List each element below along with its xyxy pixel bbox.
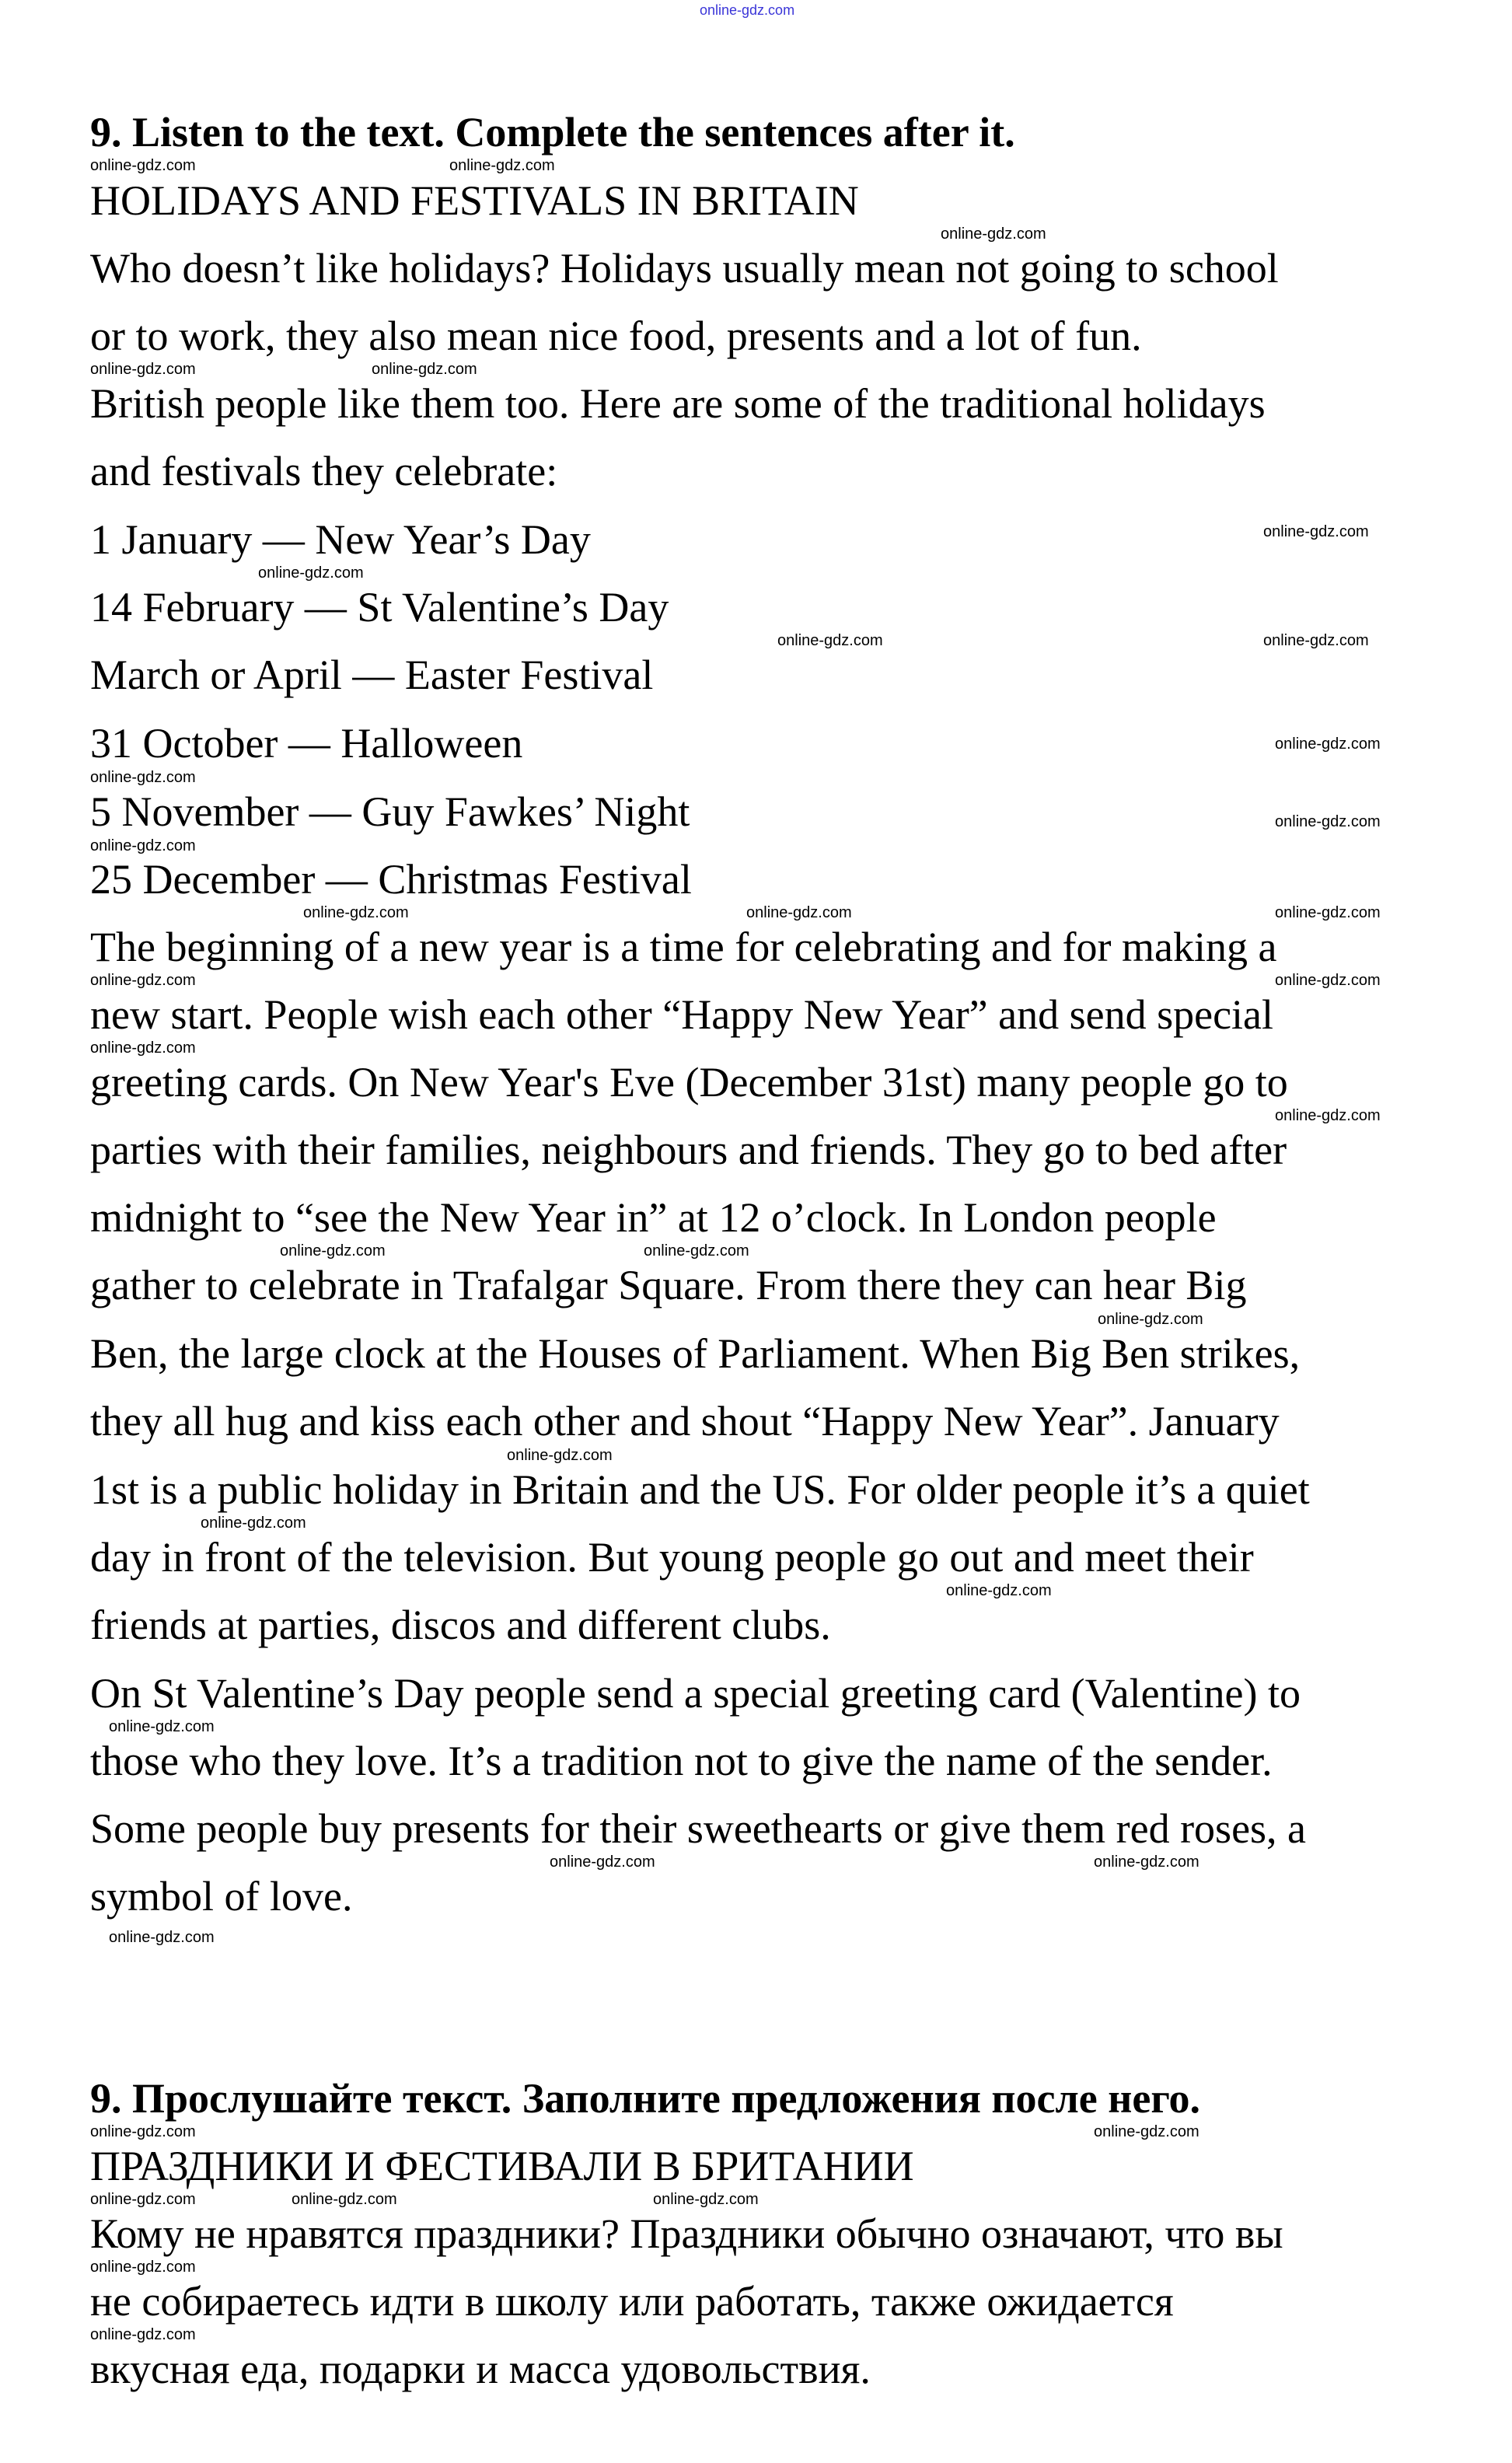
holiday-item: 14 February — St Valentine’s Day (90, 584, 669, 631)
valentine-line: symbol of love. (90, 1873, 353, 1920)
new-year-line: they all hug and kiss each other and shout “Happy New Year”. January (90, 1398, 1280, 1445)
new-year-line: The beginning of a new year is a time for celebrating and for making a (90, 924, 1277, 970)
task-heading-ru: 9. Прослушайте текст. Заполните предложения после него. (90, 2075, 1201, 2122)
watermark: online-gdz.com (90, 2123, 196, 2140)
watermark: online-gdz.com (90, 837, 196, 854)
new-year-line: Ben, the large clock at the Houses of Parliament. When Big Ben strikes, (90, 1330, 1301, 1377)
watermark: online-gdz.com (1094, 1853, 1199, 1871)
watermark: online-gdz.com (201, 1514, 306, 1532)
section-title-en: HOLIDAYS AND FESTIVALS IN BRITAIN (90, 177, 859, 224)
watermark: online-gdz.com (258, 564, 364, 582)
watermark: online-gdz.com (1098, 1311, 1203, 1328)
holiday-item: 25 December — Christmas Festival (90, 856, 692, 903)
watermark: online-gdz.com (1275, 904, 1381, 921)
ru-line: не собираетесь идти в школу или работать, также ожидается (90, 2278, 1174, 2325)
watermark: online-gdz.com (1275, 972, 1381, 989)
watermark: online-gdz.com (90, 157, 196, 174)
ru-line: вкусная еда, подарки и масса удовольствия. (90, 2346, 871, 2392)
watermark: online-gdz.com (1263, 523, 1369, 540)
section-title-ru: ПРАЗДНИКИ И ФЕСТИВАЛИ В БРИТАНИИ (90, 2143, 914, 2189)
watermark: online-gdz.com (777, 632, 883, 649)
intro-line: or to work, they also mean nice food, presents and a lot of fun. (90, 313, 1142, 359)
valentine-line: Some people buy presents for their sweethearts or give them red roses, a (90, 1805, 1307, 1852)
watermark: online-gdz.com (90, 361, 196, 378)
new-year-line: parties with their families, neighbours and friends. They go to bed after (90, 1127, 1287, 1173)
watermark: online-gdz.com (941, 225, 1046, 243)
new-year-line: friends at parties, discos and different clubs. (90, 1602, 831, 1648)
watermark: online-gdz.com (372, 361, 477, 378)
watermark: online-gdz.com (746, 904, 852, 921)
watermark: online-gdz.com (1275, 813, 1381, 830)
watermark: online-gdz.com (449, 157, 555, 174)
watermark: online-gdz.com (90, 972, 196, 989)
intro-line: British people like them too. Here are some of the traditional holidays (90, 380, 1266, 427)
task-heading-en: 9. Listen to the text. Complete the sentences after it. (90, 109, 1015, 155)
watermark: online-gdz.com (90, 769, 196, 786)
watermark: online-gdz.com (90, 2326, 196, 2343)
watermark: online-gdz.com (550, 1853, 655, 1871)
header-watermark: online-gdz.com (700, 2, 795, 18)
watermark: online-gdz.com (90, 2191, 196, 2208)
new-year-line: 1st is a public holiday in Britain and the US. For older people it’s a quiet (90, 1466, 1310, 1513)
ru-line: Кому не нравятся праздники? Праздники обычно означают, что вы (90, 2210, 1283, 2257)
intro-line: and festivals they celebrate: (90, 448, 558, 494)
new-year-line: gather to celebrate in Trafalgar Square. From there they can hear Big (90, 1262, 1247, 1308)
watermark: online-gdz.com (292, 2191, 397, 2208)
valentine-line: those who they love. It’s a tradition not to give the name of the sender. (90, 1738, 1273, 1784)
watermark: online-gdz.com (109, 1929, 215, 1946)
watermark: online-gdz.com (1275, 1107, 1381, 1124)
holiday-item: 31 October — Halloween (90, 720, 523, 767)
watermark: online-gdz.com (90, 1039, 196, 1057)
watermark: online-gdz.com (653, 2191, 759, 2208)
watermark: online-gdz.com (90, 2259, 196, 2276)
holiday-item: 1 January — New Year’s Day (90, 516, 591, 563)
valentine-line: On St Valentine’s Day people send a special greeting card (Valentine) to (90, 1670, 1301, 1717)
watermark: online-gdz.com (303, 904, 409, 921)
watermark: online-gdz.com (946, 1582, 1052, 1599)
new-year-line: day in front of the television. But young people go out and meet their (90, 1534, 1254, 1581)
watermark: online-gdz.com (644, 1242, 749, 1259)
new-year-line: midnight to “see the New Year in” at 12 o’clock. In London people (90, 1194, 1217, 1241)
new-year-line: new start. People wish each other “Happy New Year” and send special (90, 991, 1274, 1038)
intro-line: Who doesn’t like holidays? Holidays usually mean not going to school (90, 245, 1279, 292)
watermark: online-gdz.com (280, 1242, 386, 1259)
holiday-item: March or April — Easter Festival (90, 652, 654, 698)
watermark: online-gdz.com (109, 1718, 215, 1735)
new-year-line: greeting cards. On New Year's Eve (December 31st) many people go to (90, 1059, 1288, 1106)
watermark: online-gdz.com (507, 1447, 613, 1464)
watermark: online-gdz.com (1275, 735, 1381, 753)
holiday-item: 5 November — Guy Fawkes’ Night (90, 788, 690, 835)
watermark: online-gdz.com (1094, 2123, 1199, 2140)
watermark: online-gdz.com (1263, 632, 1369, 649)
